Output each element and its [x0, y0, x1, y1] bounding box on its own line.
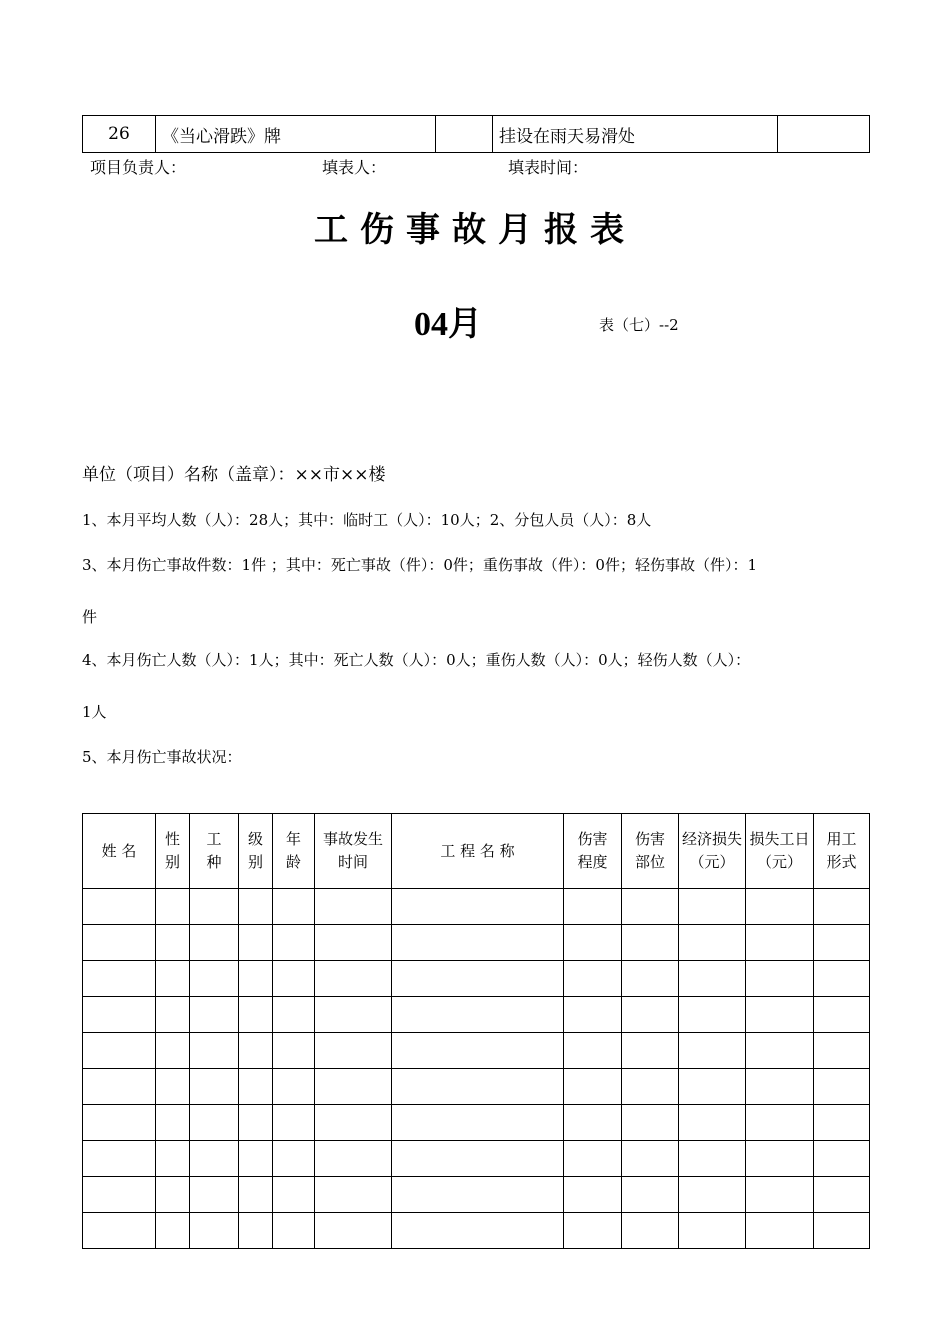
table-cell [156, 1177, 190, 1213]
header-job-type: 工种 [190, 814, 239, 889]
table-cell [273, 1141, 315, 1177]
table-row [83, 925, 870, 961]
table-cell [156, 1105, 190, 1141]
table-cell [190, 1141, 239, 1177]
table-cell [679, 961, 746, 997]
table-cell [156, 889, 190, 925]
table-cell [239, 961, 273, 997]
table-cell [83, 1069, 156, 1105]
table-cell [814, 997, 870, 1033]
table-cell [746, 1141, 814, 1177]
table-cell [746, 1069, 814, 1105]
table-cell [392, 1105, 564, 1141]
table-cell [190, 1213, 239, 1249]
table-row [83, 889, 870, 925]
table-cell [190, 997, 239, 1033]
note-cell [778, 116, 870, 153]
table-cell [814, 961, 870, 997]
table-cell [392, 1141, 564, 1177]
table-cell [679, 889, 746, 925]
table-cell [564, 1177, 622, 1213]
table-cell [746, 1105, 814, 1141]
table-cell [746, 1033, 814, 1069]
table-cell [239, 889, 273, 925]
header-gender: 性别 [156, 814, 190, 889]
table-header-row [83, 814, 870, 889]
table-cell [239, 1177, 273, 1213]
table-cell [273, 997, 315, 1033]
quantity-cell [436, 116, 493, 153]
table-cell [83, 961, 156, 997]
table-cell [622, 1141, 679, 1177]
table-cell [190, 1177, 239, 1213]
table-cell [679, 1033, 746, 1069]
table-cell [564, 1141, 622, 1177]
header-injury-degree: 伤害程度 [564, 814, 622, 889]
table-cell [392, 961, 564, 997]
table-cell [273, 1069, 315, 1105]
table-cell [83, 889, 156, 925]
average-headcount-line: 1、本月平均人数（人）：28人；其中：临时工（人）：10人；2、分包人员（人）：8人 [82, 511, 652, 529]
table-row [83, 1213, 870, 1249]
table-cell [83, 925, 156, 961]
table-cell [156, 1033, 190, 1069]
table-cell [392, 997, 564, 1033]
table-cell [190, 1105, 239, 1141]
table-cell [622, 1177, 679, 1213]
table-cell [392, 1177, 564, 1213]
table-cell [564, 1213, 622, 1249]
table-cell [622, 1069, 679, 1105]
table-cell [392, 1213, 564, 1249]
table-cell [273, 1105, 315, 1141]
table-cell [83, 1033, 156, 1069]
header-project-name: 工 程 名 称 [392, 814, 564, 889]
table-cell [564, 997, 622, 1033]
table-cell [239, 1105, 273, 1141]
table-cell [156, 1213, 190, 1249]
accident-count-line-continued: 件 [82, 608, 98, 626]
table-cell [564, 1069, 622, 1105]
page-title: 工伤事故月报表 [314, 210, 636, 250]
table-cell [622, 1033, 679, 1069]
table-cell [315, 925, 392, 961]
table-cell [622, 889, 679, 925]
table-cell [679, 1213, 746, 1249]
table-cell [273, 1033, 315, 1069]
table-row [83, 961, 870, 997]
header-age: 年龄 [273, 814, 315, 889]
table-row [83, 1105, 870, 1141]
table-cell [239, 1141, 273, 1177]
accident-count-line: 3、本月伤亡事故件数：1件 ；其中：死亡事故（件）：0件；重伤事故（件）：0件；轻伤事故（件）：1 [82, 556, 757, 574]
table-cell [814, 1069, 870, 1105]
table-cell [315, 1033, 392, 1069]
table-cell [746, 997, 814, 1033]
table-cell [315, 889, 392, 925]
table-cell [239, 1069, 273, 1105]
table-cell [746, 889, 814, 925]
table-row [83, 1033, 870, 1069]
table-cell [315, 997, 392, 1033]
table-cell [273, 1213, 315, 1249]
signage-table-row [82, 115, 870, 153]
table-cell [315, 1069, 392, 1105]
table-cell [564, 961, 622, 997]
header-grade: 级别 [239, 814, 273, 889]
table-cell [622, 1213, 679, 1249]
casualty-count-line: 4、本月伤亡人数（人）：1人；其中：死亡人数（人）：0人；重伤人数（人）：0人；轻伤人数（人）： [82, 651, 751, 669]
table-cell [746, 925, 814, 961]
table-cell [239, 925, 273, 961]
table-cell [392, 889, 564, 925]
row-number: 26 [83, 116, 156, 153]
header-injury-part: 伤害部位 [622, 814, 679, 889]
table-cell [190, 961, 239, 997]
table-cell [156, 1141, 190, 1177]
table-cell [622, 997, 679, 1033]
location-cell: 挂设在雨天易滑处 [493, 116, 778, 153]
header-economic-loss: 经济损失（元） [679, 814, 746, 889]
unit-name-line: 单位（项目）名称（盖章）：××市××楼 [82, 465, 386, 485]
report-month: 04月 [414, 306, 482, 343]
table-cell [315, 1105, 392, 1141]
table-cell [746, 961, 814, 997]
table-cell [564, 889, 622, 925]
table-cell [156, 1069, 190, 1105]
table-cell [814, 1033, 870, 1069]
table-cell [156, 925, 190, 961]
table-cell [239, 1213, 273, 1249]
table-cell [392, 1033, 564, 1069]
table-row [83, 1069, 870, 1105]
form-code: 表（七）--2 [599, 316, 679, 334]
table-row [83, 997, 870, 1033]
table-cell [273, 1177, 315, 1213]
table-cell [746, 1213, 814, 1249]
table-cell [190, 889, 239, 925]
table-cell [273, 889, 315, 925]
table-cell [679, 1105, 746, 1141]
table-cell [273, 925, 315, 961]
table-cell [315, 961, 392, 997]
table-cell [564, 925, 622, 961]
table-cell [156, 997, 190, 1033]
table-cell [814, 1141, 870, 1177]
table-cell [622, 925, 679, 961]
table-cell [190, 1069, 239, 1105]
table-cell [814, 1177, 870, 1213]
table-cell [239, 997, 273, 1033]
table-cell [679, 1177, 746, 1213]
table-cell [392, 925, 564, 961]
table-cell [315, 1213, 392, 1249]
table-cell [622, 961, 679, 997]
sign-name: 《当心滑跌》牌 [156, 116, 436, 153]
table-cell [83, 1213, 156, 1249]
table-row [83, 1177, 870, 1213]
table-cell [315, 1141, 392, 1177]
table-cell [392, 1069, 564, 1105]
table-cell [239, 1033, 273, 1069]
project-manager-label: 项目负责人： [90, 158, 187, 177]
header-lost-workdays: 损失工日（元） [746, 814, 814, 889]
table-cell [83, 997, 156, 1033]
accident-status-heading: 5、本月伤亡事故状况： [82, 748, 242, 766]
table-cell [814, 1105, 870, 1141]
casualty-count-line-continued: 1人 [82, 703, 107, 721]
table-cell [679, 1141, 746, 1177]
table-cell [564, 1105, 622, 1141]
table-cell [814, 925, 870, 961]
table-cell [315, 1177, 392, 1213]
table-cell [622, 1105, 679, 1141]
accident-report-table [82, 813, 870, 1249]
table-cell [83, 1177, 156, 1213]
table-row [83, 116, 870, 153]
table-cell [679, 925, 746, 961]
fill-time-label: 填表时间： [508, 158, 589, 177]
header-name: 姓 名 [83, 814, 156, 889]
table-cell [190, 1033, 239, 1069]
table-cell [156, 961, 190, 997]
table-cell [83, 1141, 156, 1177]
table-body [83, 889, 870, 1249]
table-cell [190, 925, 239, 961]
table-cell [83, 1105, 156, 1141]
table-cell [564, 1033, 622, 1069]
table-cell [814, 889, 870, 925]
table-cell [679, 1069, 746, 1105]
header-employment-type: 用工形式 [814, 814, 870, 889]
header-accident-time: 事故发生时间 [315, 814, 392, 889]
table-cell [273, 961, 315, 997]
table-cell [746, 1177, 814, 1213]
table-row [83, 1141, 870, 1177]
table-cell [814, 1213, 870, 1249]
table-cell [679, 997, 746, 1033]
filler-label: 填表人： [322, 158, 387, 177]
